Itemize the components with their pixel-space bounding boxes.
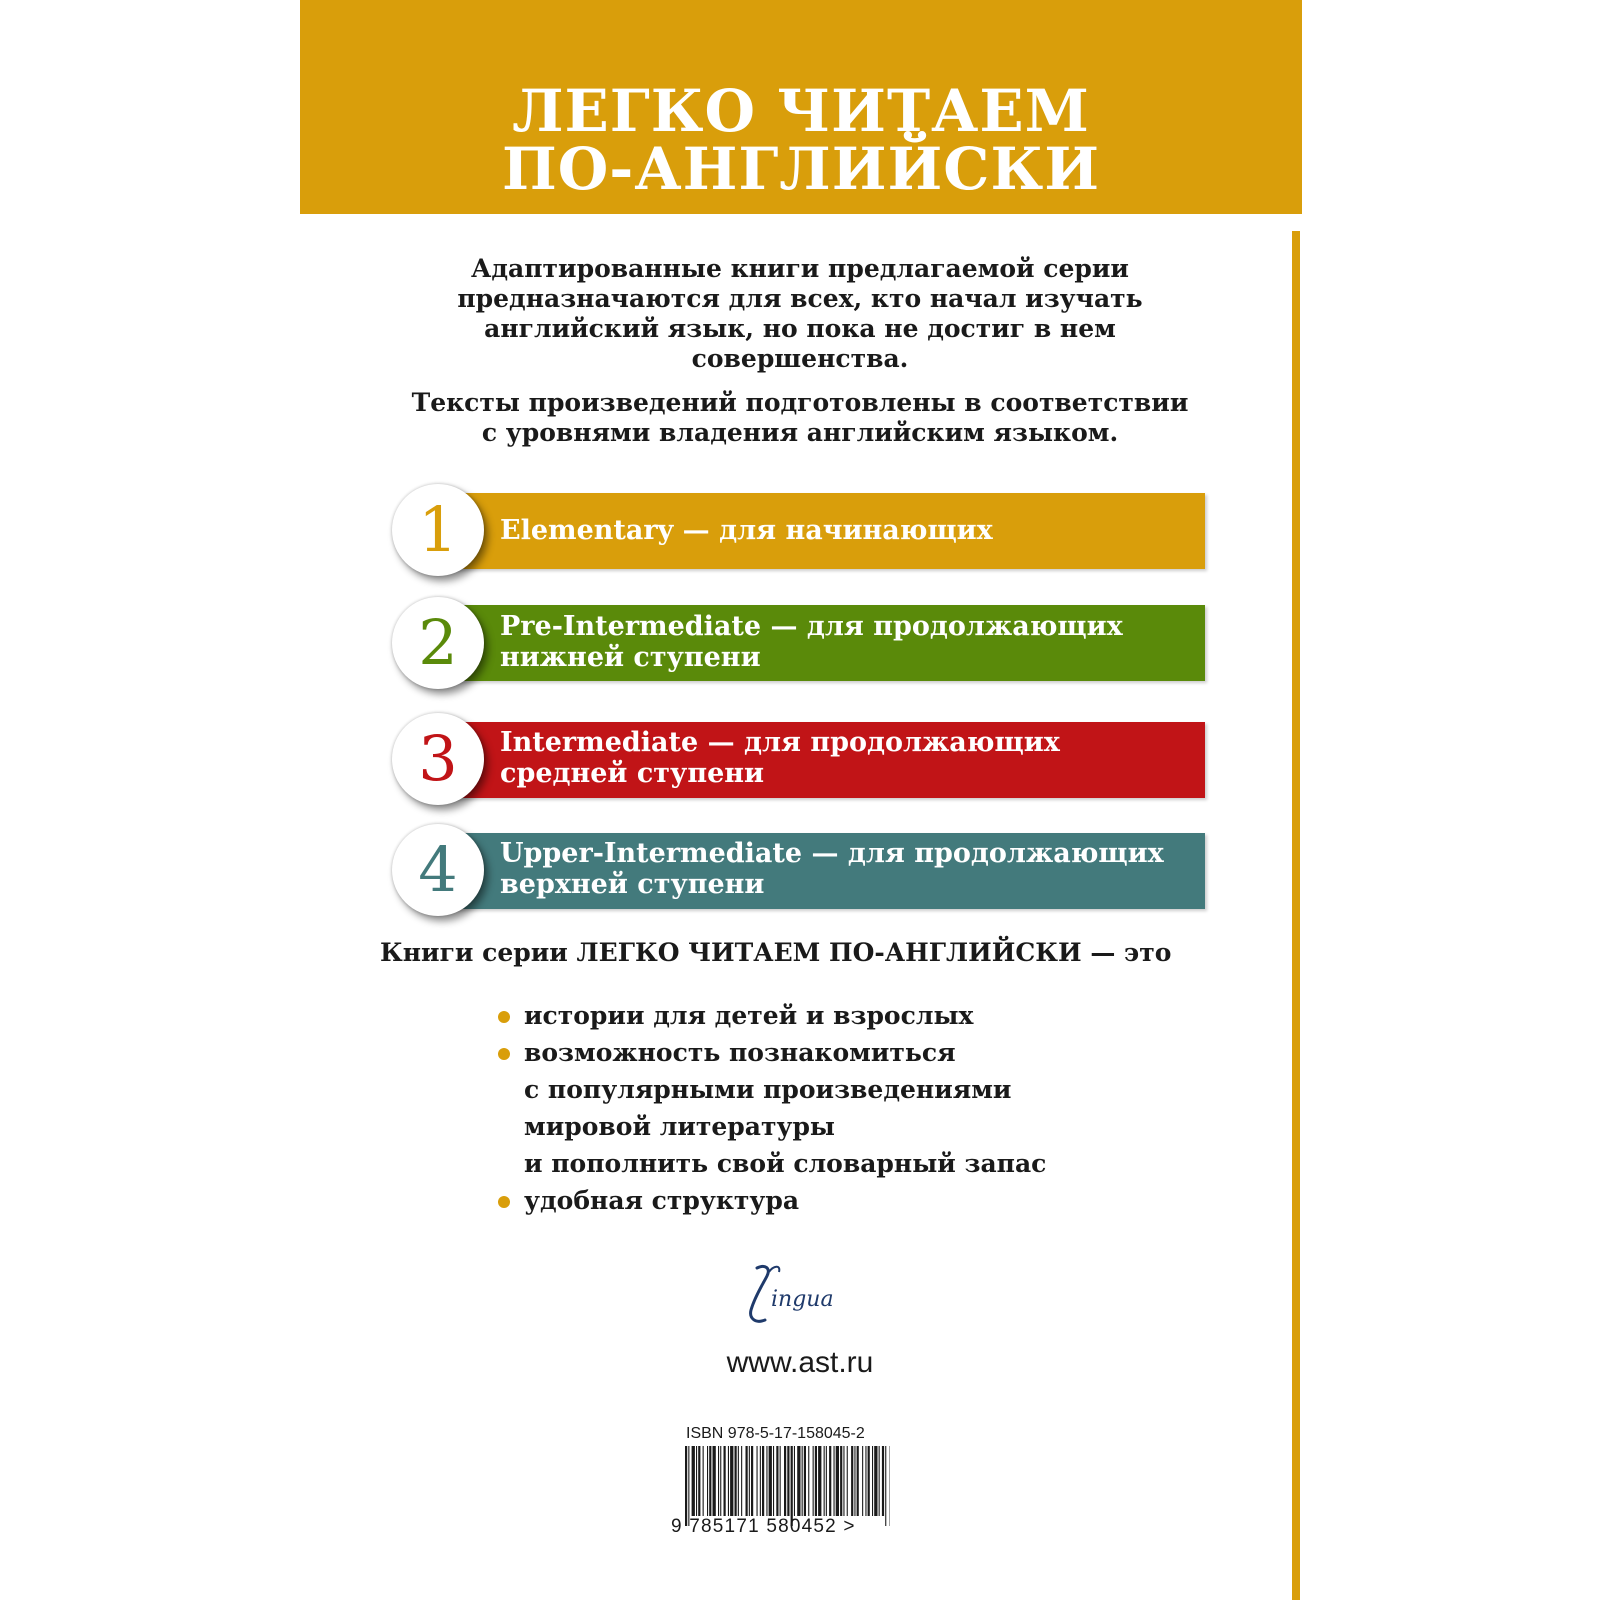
feature-item (498, 997, 1138, 1034)
bullet-icon (498, 1048, 510, 1060)
barcode-bar (762, 1446, 764, 1516)
barcode-bar (696, 1446, 697, 1516)
level-4-line-2: верхней ступени (500, 869, 765, 900)
barcode-bar (885, 1446, 886, 1526)
feature-line: удобная структура (524, 1186, 800, 1215)
level-3-line-1: Intermediate — для продолжающих (500, 727, 1060, 758)
intro-line: Тексты произведений подготовлены в соответствии (411, 388, 1189, 417)
barcode-bar (746, 1446, 748, 1516)
barcode-bar (818, 1446, 821, 1516)
series-title-line-2: ПО-АНГЛИЙСКИ (501, 135, 1101, 203)
level-2-label (500, 611, 1220, 673)
barcode-bar (698, 1446, 700, 1516)
barcode-bar (713, 1446, 716, 1516)
barcode-bar (735, 1446, 737, 1516)
barcode-bar (824, 1446, 825, 1516)
barcode-bar (854, 1446, 855, 1516)
barcode-bar (688, 1446, 689, 1526)
level-3-label (500, 727, 1220, 789)
level-4-label (500, 838, 1220, 900)
barcode-bar (776, 1446, 778, 1516)
intro-paragraph-2 (370, 388, 1230, 448)
barcode-digits: 9 785171 580452 > (671, 1516, 856, 1537)
intro-line: совершенства. (691, 344, 909, 373)
barcode-bar (751, 1446, 753, 1516)
bullet-icon (498, 1196, 510, 1208)
barcode-bar (857, 1446, 859, 1516)
level-3-number: 3 (418, 722, 458, 795)
barcode-bar (834, 1446, 835, 1516)
barcode-bar (836, 1446, 839, 1516)
series-title (300, 77, 1302, 203)
intro-line: Адаптированные книги предлагаемой серии (471, 254, 1129, 283)
feature-line: и пополнить свой словарный запас (524, 1149, 1047, 1178)
barcode-bar (780, 1446, 781, 1516)
intro-line: английский язык, но пока не достиг в нем (484, 314, 1116, 343)
level-1-badge (392, 484, 484, 576)
barcode-bar (804, 1446, 806, 1516)
barcode-bar (703, 1446, 704, 1516)
website-link[interactable]: www.ast.ru (726, 1346, 874, 1379)
barcode-bar (874, 1446, 877, 1516)
barcode-bar (757, 1446, 758, 1516)
barcode-bar (707, 1446, 708, 1516)
feature-line: возможность познакомиться (524, 1038, 956, 1067)
barcode-bar (784, 1446, 786, 1516)
feature-line: мировой литературы (524, 1112, 835, 1141)
level-1-line-1: Elementary — для начинающих (500, 515, 993, 546)
bullet-icon (498, 1011, 510, 1023)
barcode-bar (794, 1446, 795, 1516)
barcode-bar (882, 1446, 884, 1516)
level-4-number: 4 (418, 833, 458, 906)
level-1-number: 1 (418, 493, 458, 566)
barcode (685, 1446, 890, 1526)
lingua-logo-text: ingua (771, 1287, 834, 1312)
barcode-bar (766, 1446, 767, 1516)
level-2-line-1: Pre-Intermediate — для продолжающих (500, 611, 1123, 642)
intro-line: с уровнями владения английским языком. (481, 418, 1119, 447)
barcode-bar (730, 1446, 733, 1516)
series-title-line-1: ЛЕГКО ЧИТАЕМ (512, 77, 1090, 145)
barcode-bar (728, 1446, 729, 1516)
barcode-bar (872, 1446, 873, 1516)
intro-paragraph-1 (370, 254, 1230, 374)
barcode-bar (718, 1446, 719, 1516)
barcode-bar (760, 1446, 761, 1516)
barcode-bar (749, 1446, 750, 1516)
level-4-line-1: Upper-Intermediate — для продолжающих (500, 838, 1164, 869)
level-1-label (500, 515, 1220, 546)
barcode-bar (843, 1446, 844, 1516)
barcode-bar (724, 1446, 726, 1516)
barcode-bar (720, 1446, 721, 1516)
barcode-bar (773, 1446, 774, 1516)
barcode-bar (868, 1446, 870, 1516)
lingua-logo (735, 1262, 855, 1332)
feature-list (498, 997, 1138, 1219)
barcode-bar (685, 1446, 687, 1526)
level-2-badge (392, 597, 484, 689)
barcode-bar (709, 1446, 711, 1516)
barcode-bar (829, 1446, 831, 1516)
barcode-bar (826, 1446, 827, 1516)
barcode-bar (847, 1446, 848, 1516)
level-3-line-2: средней ступени (500, 758, 765, 789)
intro-line: предназначаются для всех, кто начал изучать (457, 284, 1143, 313)
feature-line: истории для детей и взрослых (524, 1001, 974, 1030)
feature-item (498, 1182, 1138, 1219)
barcode-bar (738, 1446, 739, 1516)
barcode-bar (879, 1446, 880, 1516)
spine-line (1292, 231, 1300, 1600)
barcode-bar (787, 1446, 789, 1516)
barcode-bar (813, 1446, 814, 1516)
barcode-bar (851, 1446, 853, 1516)
barcode-bar (741, 1446, 742, 1516)
barcode-bar (862, 1446, 863, 1516)
barcode-bar (840, 1446, 842, 1516)
feature-item (498, 1034, 1138, 1182)
barcode-bar (808, 1446, 809, 1516)
level-2-line-2: нижней ступени (500, 642, 761, 673)
barcode-bar (797, 1446, 800, 1516)
level-2-number: 2 (418, 606, 458, 679)
isbn-text: ISBN 978-5-17-158045-2 (686, 1425, 865, 1442)
header-band (300, 0, 1302, 214)
barcode-bar (769, 1446, 772, 1516)
barcode-bar (815, 1446, 817, 1516)
barcode-bar (791, 1446, 793, 1526)
series-description: Книги серии ЛЕГКО ЧИТАЕМ ПО-АНГЛИЙСКИ — это (380, 938, 1172, 967)
barcode-bar (692, 1446, 695, 1516)
level-4-badge (392, 824, 484, 916)
feature-line: с популярными произведениями (524, 1075, 1012, 1104)
barcode-bar (802, 1446, 803, 1516)
barcode-bar (865, 1446, 866, 1516)
level-3-badge (392, 713, 484, 805)
